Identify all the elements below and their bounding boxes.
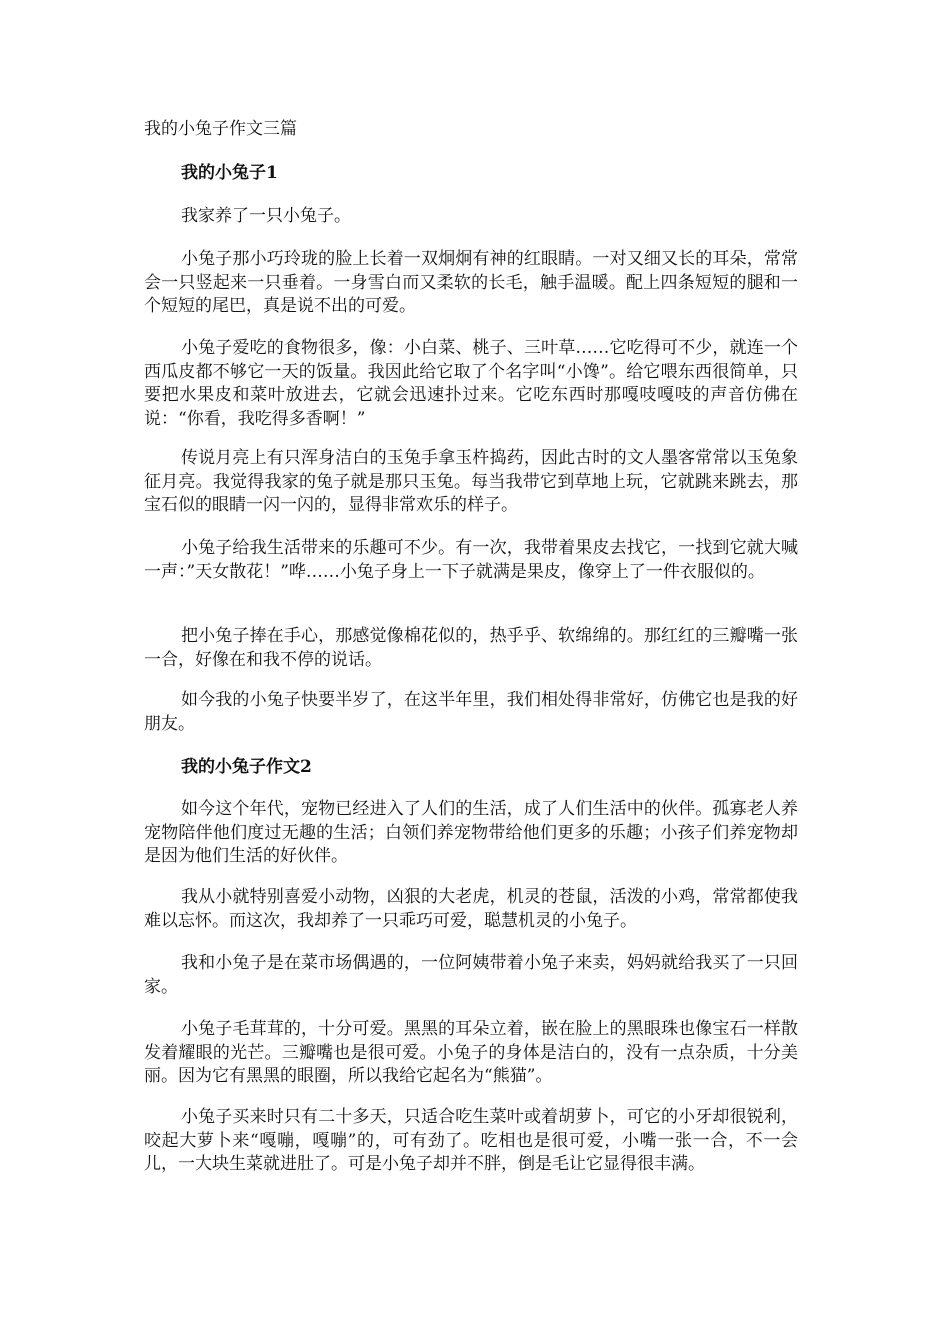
section-heading-2: 我的小兔子作文2 — [181, 757, 312, 777]
document-title: 我的小兔子作文三篇 — [144, 119, 297, 139]
paragraph: 我和小兔子是在菜市场偶遇的，一位阿姨带着小兔子来卖，妈妈就给我买了一只回家。 — [144, 953, 798, 997]
paragraph: 小兔子爱吃的食物很多，像：小白菜、桃子、三叶草……它吃得可不少，就连一个西瓜皮都不够它一天的饭量。我因此给它取了个名字叫“小馋”。给它喂东西很简单，只要把水果皮和菜叶放进去，它就会迅速扑过来。它吃东西时那嘎吱嘎吱的声音仿佛在说：“你看，我吃得多香啊！” — [144, 338, 798, 430]
paragraph: 如今这个年代，宠物已经进入了人们的生活，成了人们生活中的伙伴。孤寡老人养宠物陪伴他们度过无趣的生活；白领们养宠物带给他们更多的乐趣；小孩子们养宠物却是因为他们生活的好伙伴。 — [144, 799, 798, 867]
paragraph: 如今我的小兔子快要半岁了，在这半年里，我们相处得非常好，仿佛它也是我的好朋友。 — [144, 690, 798, 734]
paragraph: 传说月亮上有只浑身洁白的玉兔手拿玉杵捣药，因此古时的文人墨客常常以玉兔象征月亮。我觉得我家的兔子就是那只玉兔。每当我带它到草地上玩，它就跳来跳去，那宝石似的眼睛一闪一闪的，显得非常欢乐的样子。 — [144, 448, 798, 516]
paragraph: 小兔子毛茸茸的，十分可爱。黑黑的耳朵立着，嵌在脸上的黑眼珠也像宝石一样散发着耀眼的光芒。三瓣嘴也是很可爱。小兔子的身体是洁白的，没有一点杂质，十分美丽。因为它有黑黑的眼圈，所以我给它起名为“熊猫”。 — [144, 1019, 798, 1087]
paragraph: 把小兔子捧在手心，那感觉像棉花似的，热乎乎、软绵绵的。那红红的三瓣嘴一张一合，好像在和我不停的说话。 — [144, 626, 798, 670]
section-heading-1: 我的小兔子1 — [181, 163, 278, 183]
paragraph: 小兔子那小巧玲珑的脸上长着一双炯炯有神的红眼睛。一对又细又长的耳朵，常常会一只竖起来一只垂着。一身雪白而又柔软的长毛，触手温暖。配上四条短短的腿和一个短短的尾巴，真是说不出的可爱。 — [144, 249, 798, 317]
paragraph: 小兔子买来时只有二十多天，只适合吃生菜叶或着胡萝卜，可它的小牙却很锐利，咬起大萝卜来“嘎嘣，嘎嘣”的，可有劲了。吃相也是很可爱，小嘴一张一合，不一会儿，一大块生菜就进肚了。可是小兔子却并不胖，倒是毛让它显得很丰满。 — [144, 1107, 798, 1175]
paragraph: 我家养了一只小兔子。 — [181, 206, 351, 226]
paragraph: 小兔子给我生活带来的乐趣可不少。有一次，我带着果皮去找它，一找到它就大喊一声：”天女散花！”哗……小兔子身上一下子就满是果皮，像穿上了一件衣服似的。 — [144, 538, 798, 582]
paragraph: 我从小就特别喜爱小动物，凶狠的大老虎，机灵的苍鼠，活泼的小鸡，常常都使我难以忘怀。而这次，我却养了一只乖巧可爱，聪慧机灵的小兔子。 — [144, 887, 798, 931]
